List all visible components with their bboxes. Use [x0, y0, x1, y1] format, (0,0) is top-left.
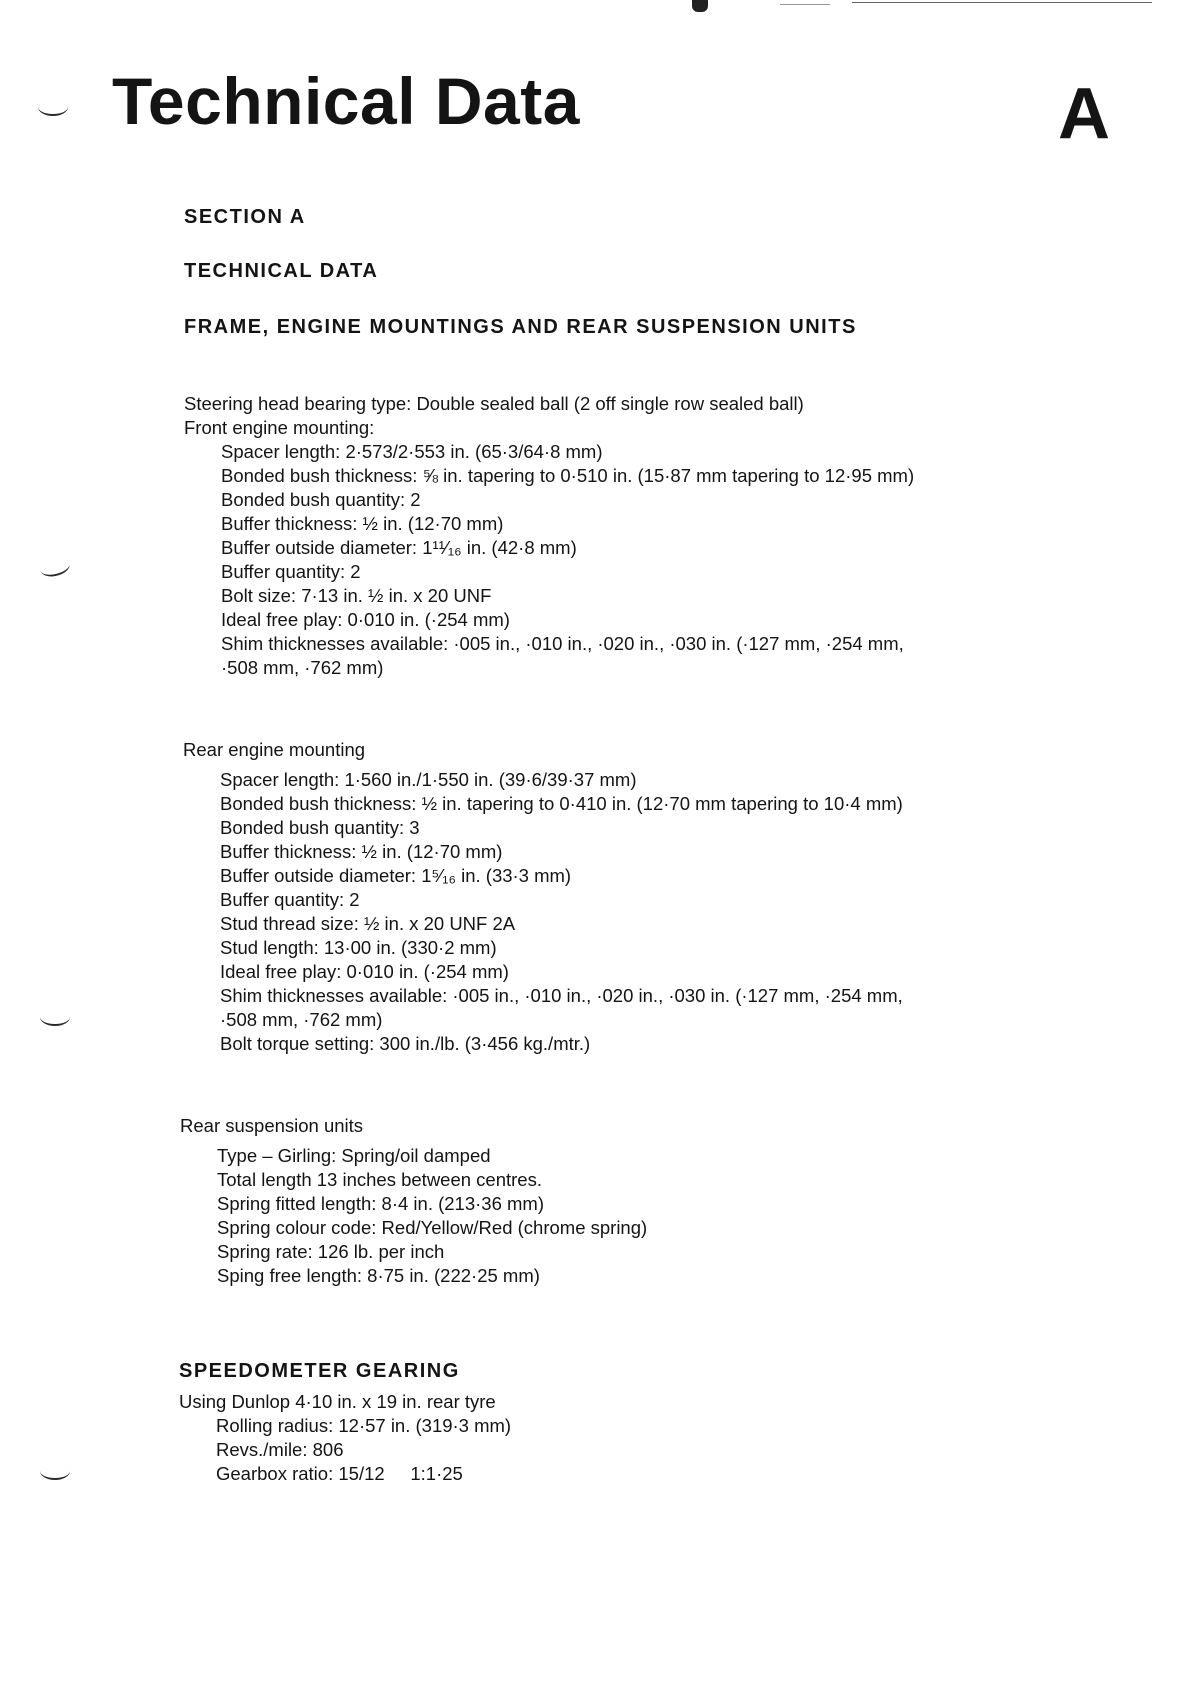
- spec-line: Gearbox ratio: 15/12 1:1·25: [216, 1463, 463, 1484]
- section-letter: A: [1058, 74, 1110, 154]
- frame-block: [184, 392, 914, 680]
- spec-line: Stud length: 13·00 in. (330·2 mm): [220, 937, 497, 958]
- spec-line: Buffer outside diameter: 1⁵⁄₁₆ in. (33·3 mm): [220, 865, 572, 886]
- spec-line: Sping free length: 8·75 in. (222·25 mm): [217, 1265, 540, 1286]
- spec-line: Buffer outside diameter: 1¹¹⁄₁₆ in. (42·8 mm): [221, 537, 577, 558]
- spec-line: Bonded bush quantity: 2: [221, 489, 421, 510]
- scan-rule: [852, 2, 1152, 3]
- scan-mark: [692, 0, 708, 12]
- spec-line: Bolt size: 7·13 in. ½ in. x 20 UNF: [221, 585, 492, 606]
- punch-hole-mark: [40, 1462, 70, 1480]
- rear-engine-title: Rear engine mounting: [183, 739, 366, 760]
- speedometer-list: [179, 1414, 511, 1486]
- rear-suspension-block: [180, 1114, 647, 1288]
- spec-line: Spacer length: 2·573/2·553 in. (65·3/64·8 mm): [221, 441, 603, 462]
- spec-line: Bonded bush thickness: ½ in. tapering to 0·410 in. (12·70 mm tapering to 10·4 mm): [220, 793, 903, 814]
- spec-line: Type – Girling: Spring/oil damped: [217, 1145, 491, 1166]
- spec-line: Bonded bush thickness: ⅝ in. tapering to 0·510 in. (15·87 mm tapering to 12·95 mm): [221, 465, 915, 486]
- spec-line: Buffer thickness: ½ in. (12·70 mm): [220, 841, 503, 862]
- frame-heading: FRAME, ENGINE MOUNTINGS AND REAR SUSPENSION UNITS: [184, 316, 857, 338]
- scan-rule: [780, 4, 830, 5]
- spec-line: Rolling radius: 12·57 in. (319·3 mm): [216, 1415, 512, 1436]
- spec-line: Ideal free play: 0·010 in. (·254 mm): [221, 609, 510, 630]
- spec-line: ·508 mm, ·762 mm): [221, 657, 384, 678]
- steering-head-line: Steering head bearing type: Double sealed ball (2 off single row sealed ball): [184, 393, 804, 414]
- rear-engine-list: [183, 768, 903, 1056]
- spec-line: Spring rate: 126 lb. per inch: [217, 1241, 445, 1262]
- spec-line: Spring colour code: Red/Yellow/Red (chrome spring): [217, 1217, 648, 1238]
- front-mounting-list: [184, 440, 914, 680]
- punch-hole-mark: [38, 555, 71, 580]
- spec-line: Buffer quantity: 2: [220, 889, 360, 910]
- rear-suspension-list: [180, 1144, 647, 1288]
- spec-line: Shim thicknesses available: ·005 in., ·010 in., ·020 in., ·030 in. (·127 mm, ·254 mm,: [221, 633, 904, 654]
- spec-line: Total length 13 inches between centres.: [217, 1169, 542, 1190]
- spec-line: Spacer length: 1·560 in./1·550 in. (39·6/39·37 mm): [220, 769, 637, 790]
- punch-hole-mark: [38, 98, 68, 116]
- spec-line: Buffer thickness: ½ in. (12·70 mm): [221, 513, 504, 534]
- section-heading: SECTION A: [184, 206, 306, 228]
- rear-engine-block: [183, 738, 903, 1056]
- technical-data-heading: TECHNICAL DATA: [184, 260, 379, 282]
- spec-line: ·508 mm, ·762 mm): [220, 1009, 383, 1030]
- spec-line: Spring fitted length: 8·4 in. (213·36 mm): [217, 1193, 544, 1214]
- rear-suspension-title: Rear suspension units: [180, 1115, 364, 1136]
- spec-line: Stud thread size: ½ in. x 20 UNF 2A: [220, 913, 516, 934]
- spec-line: Buffer quantity: 2: [221, 561, 361, 582]
- page-title: Technical Data: [112, 64, 580, 138]
- front-mounting-title: Front engine mounting:: [184, 417, 375, 438]
- spec-line: Bolt torque setting: 300 in./lb. (3·456 kg./mtr.): [220, 1033, 591, 1054]
- spec-line: Ideal free play: 0·010 in. (·254 mm): [220, 961, 509, 982]
- spec-line: Shim thicknesses available: ·005 in., ·010 in., ·020 in., ·030 in. (·127 mm, ·254 mm,: [220, 985, 903, 1006]
- spec-line: Bonded bush quantity: 3: [220, 817, 420, 838]
- speedometer-intro: Using Dunlop 4·10 in. x 19 in. rear tyre: [179, 1391, 496, 1412]
- spec-line: Revs./mile: 806: [216, 1439, 344, 1460]
- speedometer-heading: SPEEDOMETER GEARING: [179, 1360, 460, 1382]
- speedometer-block: [179, 1390, 511, 1486]
- punch-hole-mark: [40, 1008, 70, 1026]
